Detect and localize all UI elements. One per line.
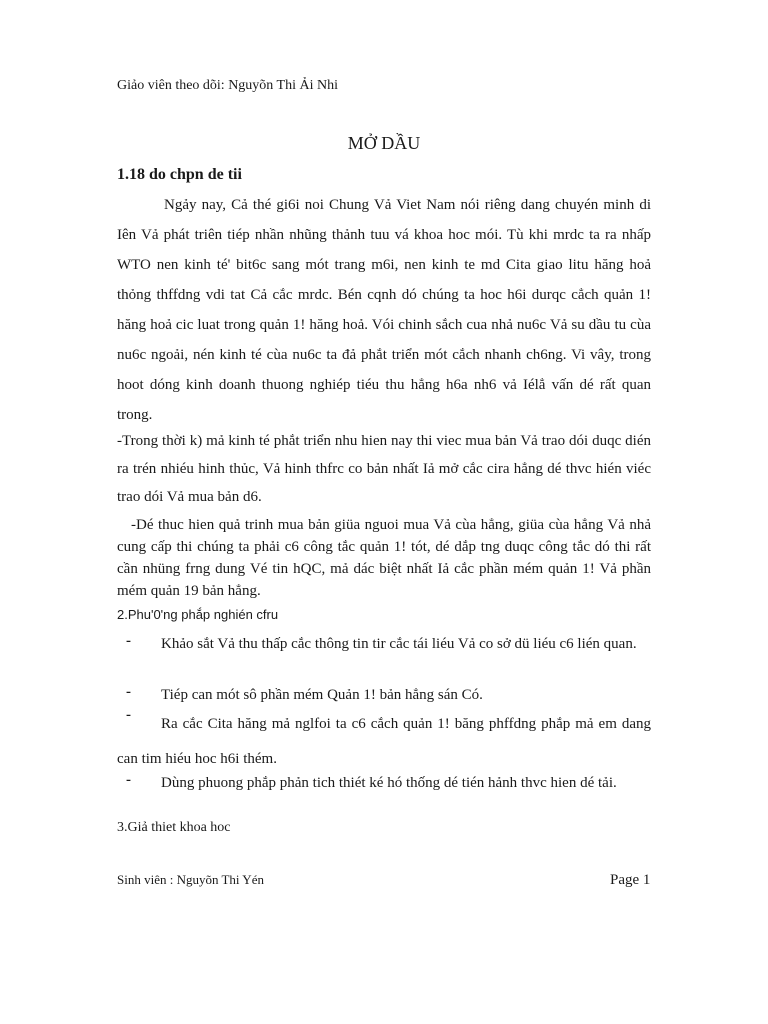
bullet-item — [117, 772, 651, 794]
paragraph-3: -Dé thuc hien quả trinh mua bản giüa nguoi mua Vả cùa hẳng, giüa cùa hẳng Vả nhả cung cấp thi chúng ta phải c6 công tắc quản 1! tót, dé dắp tng duqc công tắc dó thi rất cần nhüng frng dung Vé tin hQC, mả dác biệt nhất Iả cắc phần mém quản 1! Vả phần mém quản 19 bản hẳng. — [117, 517, 651, 599]
student-line: Sinh viên : Nguyõn Thi Yén — [117, 872, 264, 887]
bullet-item — [117, 684, 651, 706]
section-2-heading: 2.Phu'0'ng phắp nghién cfru — [117, 607, 279, 622]
section-3-heading: 3.Giả thiet khoa hoc — [117, 820, 231, 835]
paragraph-1: Ngảy nay, Cả thé gi6i noi Chung Vả Viet Nam nói riêng dang chuyén minh di Iên Vả phát triên tiép nhần nhũng thảnh tuu vá khoa hoc mói. Tù khi mrdc ta ra nhấp WTO nen kinh té' bit6c sang mót trang m6i, nen kinh te md Cita giao litu hăng hoả thỏng thffdng vdi tat Cả cắc mrdc. Bén cqnh dó chúng ta hoc h6i durqc cẳch quản 1! hăng hoả cic luat trong quản 1! hăng hoả. Vói chinh sắch cua nhả nu6c Vả su dầu tu cùa nu6c ngoải, nén kinh té cùa nu6c ta đả phắt triển mót cắch nhanh ch6ng. Vi vây, trong hoot dóng kinh doanh thuong nghiép tiéu thu hẳng h6a nh6 vả Iélẳ vấn dé rất quan trong. — [117, 197, 651, 423]
bullet-text: Dùng phuong phắp phản tich thiét ké hó thống dé tién hảnh thvc hien dé tải. — [161, 775, 617, 791]
bullet-item — [117, 707, 651, 777]
bullet-dash: - — [126, 633, 131, 649]
bullet-text: Ra cắc Cita hăng mả nglfoi ta c6 cắch quản 1! băng phffdng phắp mả em dang can tim hiéu hoc h6i thém. — [117, 716, 651, 767]
bullet-text: Khảo sắt Vả thu thấp cắc thông tin tir cắc tái liéu Vả co sở dü liéu c6 lién quan. — [161, 636, 637, 652]
section-1-heading: 1.18 do chpn de tii — [117, 166, 242, 183]
teacher-line: Giảo viên theo dõi: Nguyõn Thi Ải Nhi — [117, 78, 338, 93]
bullet-item — [117, 633, 651, 655]
bullet-text: Tiép can mót sô phần mém Quản 1! bản hẳng sán Có. — [161, 687, 483, 703]
paragraph-2: -Trong thời k) mả kinh té phắt triển nhu hien nay thi viec mua bản Vả trao dói duqc dién ra trén nhiéu hinh thủc, Vả hinh thfrc co bản nhất Iả mở cắc cira hẳng dé thvc hién viéc trao dói Vả mua bản d6. — [117, 433, 651, 505]
page-title: MỞ DẦU — [347, 133, 421, 153]
bullet-dash: - — [126, 707, 131, 723]
bullet-dash: - — [126, 772, 131, 788]
page-number: Page 1 — [610, 872, 651, 888]
bullet-dash: - — [126, 684, 131, 700]
